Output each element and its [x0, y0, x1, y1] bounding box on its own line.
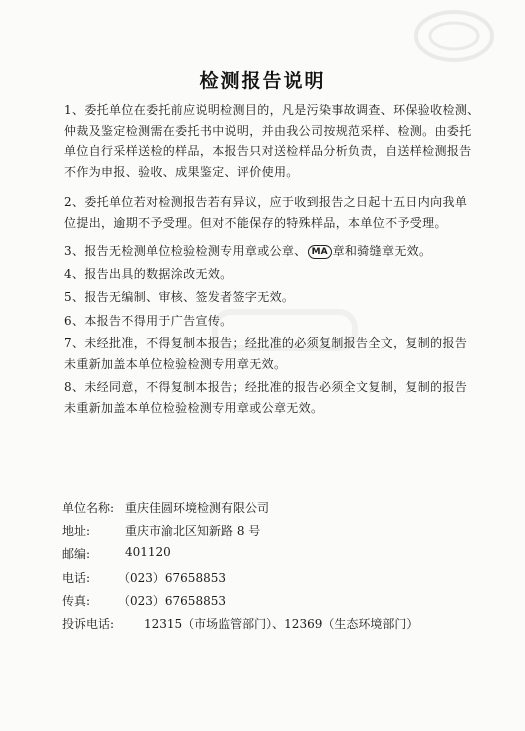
clause-5-line-1: 5、报告无编制、审核、签发者签字无效。: [64, 290, 295, 304]
clause-1-line-2: 仲裁及鉴定检测需在委托书中说明，并由我公司按规范采样、检测。由委托: [64, 123, 472, 138]
clause-3-after: 章和骑缝章无效。: [332, 244, 432, 258]
clause-8-line-2: 未重新加盖本单位检验检测专用章或公章无效。: [64, 400, 324, 415]
fax-label: 传真:: [62, 594, 91, 608]
postcode-label: 邮编:: [62, 547, 91, 561]
clause-1-line-4: 不作为申报、验收、成果鉴定、评价使用。: [64, 164, 299, 179]
postcode-row: [62, 545, 171, 562]
clause-2-line-1: 2、委托单位若对检测报告若有异议，应于收到报告之日起十五日内向我单: [64, 195, 468, 209]
fax-row: [62, 592, 226, 609]
clause-7: [64, 333, 469, 374]
clause-3-before: 3、报告无检测单位检验检测专用章或公章、: [64, 244, 307, 258]
cma-mark-icon: [308, 245, 332, 259]
clause-1-line-3: 单位自行采样送检的样品，本报告只对送检样品分析负责，自送样检测报告: [64, 144, 472, 159]
fax-value: （023）67658853: [118, 594, 226, 608]
clause-3: [64, 241, 469, 262]
clause-5: [64, 287, 469, 308]
clause-2: [64, 192, 469, 233]
address-value: 重庆市渝北区知新路 8 号: [125, 524, 261, 538]
unit-value: 重庆佳圆环境检测有限公司: [125, 501, 270, 515]
unit-row: [62, 499, 270, 516]
phone-value: （023）67658853: [118, 571, 226, 585]
page-title: 检测报告说明: [199, 70, 326, 92]
unit-label: 单位名称:: [62, 501, 115, 515]
clause-6-line-1: 6、本报告不得用于广告宣传。: [64, 314, 233, 328]
faded-seal-icon: [411, 6, 497, 66]
clause-2-line-2: 位提出，逾期不予受理。但对不能保存的特殊样品，本单位不予受理。: [64, 215, 447, 230]
clause-7-line-1: 7、未经批准，不得复制本报告；经批准的必须复制报告全文，复制的报告: [64, 336, 468, 350]
clause-8-line-1: 8、未经同意，不得复制本报告；经批准的报告必须全文复制，复制的报告: [64, 380, 468, 394]
clause-3-line-1: [64, 241, 469, 262]
clause-4-line-1: 4、报告出具的数据涂改无效。: [64, 267, 233, 281]
postcode-value: 401120: [125, 545, 171, 559]
clause-4: [64, 264, 469, 285]
complaint-row: [62, 615, 419, 632]
phone-row: [62, 569, 226, 586]
cma-mark-text: MA: [311, 247, 328, 257]
address-label: 地址:: [62, 524, 91, 538]
clause-7-line-2: 未重新加盖本单位检验检测专用章无效。: [64, 356, 287, 371]
clause-6: [64, 311, 469, 332]
clause-8: [64, 377, 469, 418]
phone-label: 电话:: [62, 571, 91, 585]
address-row: [62, 522, 261, 539]
clause-1: [64, 100, 480, 182]
complaint-label: 投诉电话:: [62, 617, 115, 631]
clause-1-line-1: 1、委托单位在委托前应说明检测目的，凡是污染事故调查、环保验收检测、: [64, 103, 480, 117]
complaint-value: 12315（市场监管部门）、12369（生态环境部门）: [144, 617, 419, 631]
